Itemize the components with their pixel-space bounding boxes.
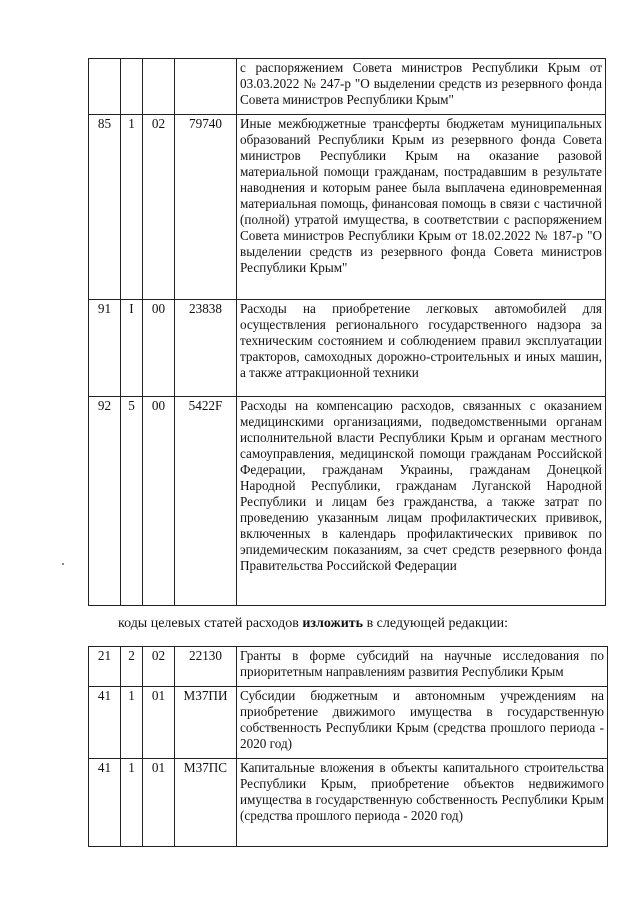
code-part-2: 1 — [121, 115, 143, 300]
code-part-1 — [89, 59, 121, 115]
budget-table-2 — [88, 646, 608, 847]
table-row — [89, 397, 606, 606]
code-part-2: I — [121, 300, 143, 397]
table-row — [89, 115, 606, 300]
code-part-1: 21 — [89, 647, 121, 687]
code-part-3: 00 — [143, 397, 175, 606]
code-part-1: 41 — [89, 687, 121, 759]
table-row — [89, 59, 606, 115]
amendment-paragraph — [118, 615, 508, 633]
code-part-4: М37ПИ — [175, 687, 237, 759]
code-part-4 — [175, 59, 237, 115]
table-row — [89, 647, 608, 687]
row-description: Расходы на приобретение легковых автомобилей для осуществления регионального государственного надзора за техническим состоянием и соблюдением правил эксплуатации тракторов, самоходных дорожно-строительных и иных машин, а также аттракционной техники — [237, 300, 606, 397]
scan-speck — [62, 563, 64, 565]
code-part-2: 1 — [121, 759, 143, 847]
paragraph-text-start: коды целевых статей расходов — [118, 616, 303, 631]
code-part-1: 41 — [89, 759, 121, 847]
code-part-4: 23838 — [175, 300, 237, 397]
code-part-4: 79740 — [175, 115, 237, 300]
table-row — [89, 687, 608, 759]
code-part-3: 01 — [143, 759, 175, 847]
code-part-1: 91 — [89, 300, 121, 397]
code-part-3: 00 — [143, 300, 175, 397]
code-part-2: 2 — [121, 647, 143, 687]
paragraph-bold-word: изложить — [302, 616, 364, 631]
code-part-3: 02 — [143, 115, 175, 300]
code-part-2: 1 — [121, 687, 143, 759]
code-part-4: М37ПС — [175, 759, 237, 847]
code-part-3 — [143, 59, 175, 115]
table-row — [89, 300, 606, 397]
row-description: Иные межбюджетные трансферты бюджетам муниципальных образований Республики Крым из резервного фонда Совета министров Республики Крым на оказание разовой материальной помощи гражданам, пострадавшим в результате наводнения и которым ранее была выплачена единовременная материальная помощь, финансовая помощь в связи с частичной (полной) утратой имущества, в соответствии с распоряжением Совета министров Республики Крым от 18.02.2022 № 187-р "О выделении средств из резервного фонда Совета министров Республики Крым" — [237, 115, 606, 300]
row-description: Капитальные вложения в объекты капитального строительства Республики Крым, приобретение объектов недвижимого имущества в государственную собственность Республики Крым (средства прошлого периода - 2020 год) — [237, 759, 608, 847]
code-part-2: 5 — [121, 397, 143, 606]
budget-table-1 — [88, 58, 606, 606]
code-part-4: 22130 — [175, 647, 237, 687]
row-description: Гранты в форме субсидий на научные исследования по приоритетным направлениям развития Республики Крым — [237, 647, 608, 687]
code-part-2 — [121, 59, 143, 115]
row-description: с распоряжением Совета министров Республики Крым от 03.03.2022 № 247-р "О выделении средств из резервного фонда Совета министров Республики Крым" — [237, 59, 606, 115]
code-part-3: 01 — [143, 687, 175, 759]
table-row — [89, 759, 608, 847]
code-part-4: 5422F — [175, 397, 237, 606]
row-description: Расходы на компенсацию расходов, связанных с оказанием медицинскими организациями, подведомственными органам исполнительной власти Республики Крым и органам местного самоуправления, медицинской помощи гражданам Российской Федерации, гражданам Украины, гражданам Донецкой Народной Республики, гражданам Луганской Народной Республики и лицам без гражданства, а также затрат по проведению указанным лицам профилактических прививок, включенных в календарь профилактических прививок по эпидемическим показаниям, за счет средств резервного фонда Правительства Российской Федерации — [237, 397, 606, 606]
code-part-1: 92 — [89, 397, 121, 606]
paragraph-text-end: в следующей редакции: — [363, 616, 509, 631]
code-part-1: 85 — [89, 115, 121, 300]
row-description: Субсидии бюджетным и автономным учреждениям на приобретение движимого имущества в государственную собственность Республики Крым (средства прошлого периода - 2020 год) — [237, 687, 608, 759]
code-part-3: 02 — [143, 647, 175, 687]
